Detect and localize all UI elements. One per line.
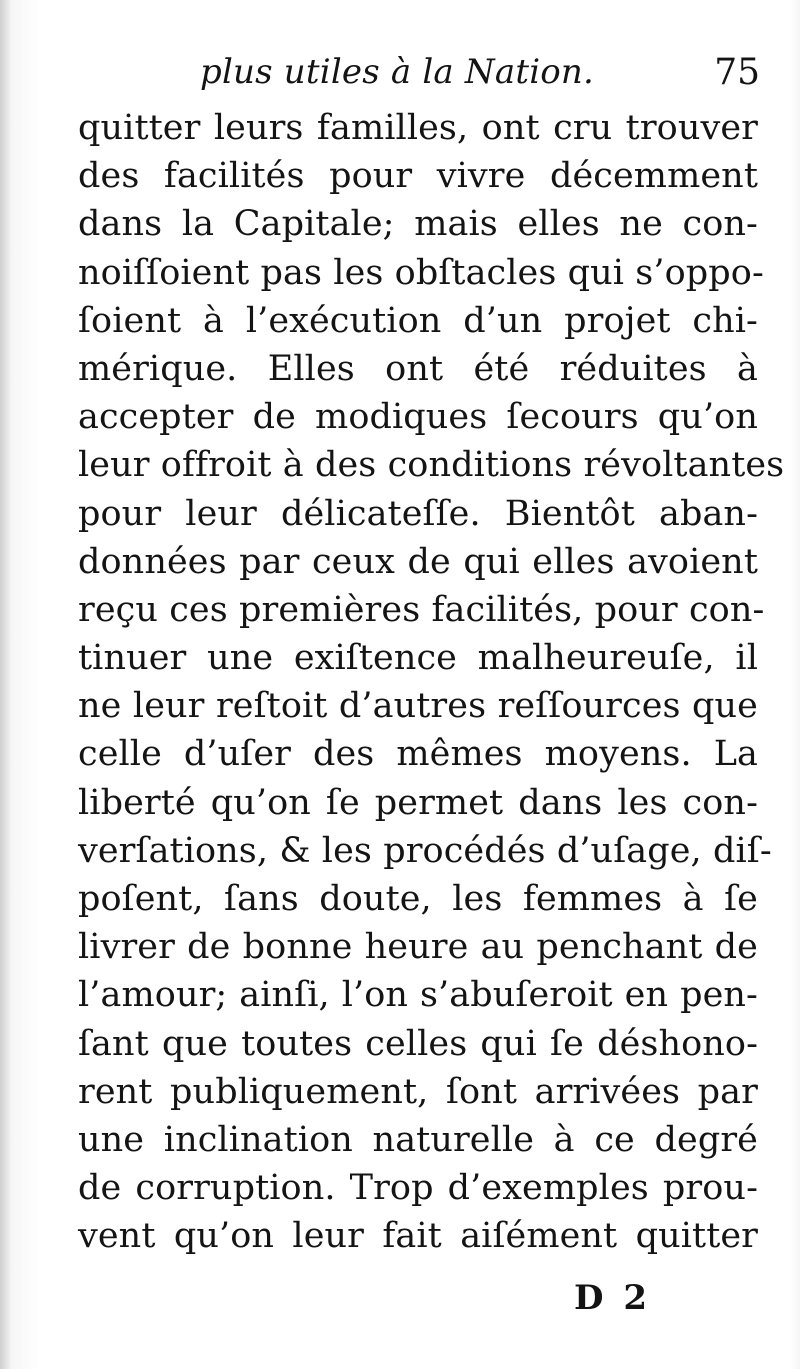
text-line: vent qu’on leur fait aiſément quitter: [78, 1216, 758, 1257]
text-line: de corruption. Trop d’exemples prou-: [78, 1168, 758, 1209]
text-line: mérique. Elles ont été réduites à: [78, 348, 758, 389]
page-gutter: [0, 0, 10, 1369]
text-line: ne leur reſtoit d’autres reſſources que: [78, 686, 758, 727]
text-line: des facilités pour vivre décemment: [78, 156, 758, 197]
signature-mark: D 2: [574, 1278, 651, 1318]
text-line: données par ceux de qui elles avoient: [78, 541, 758, 582]
text-line: reçu ces premières facilités, pour con-: [78, 589, 765, 630]
text-line: leur offroit à des conditions révoltantes: [78, 445, 785, 486]
text-line: dans la Capitale; mais elles ne con-: [78, 204, 758, 245]
page-number: 75: [714, 52, 760, 93]
text-line: une inclination naturelle à ce degré: [78, 1119, 758, 1160]
text-line: rent publiquement, ſont arrivées par: [78, 1071, 758, 1112]
page-header: [80, 52, 770, 98]
body-text: [78, 104, 785, 1261]
text-line: celle d’uſer des mêmes moyens. La: [78, 734, 758, 775]
text-line: verſations, & les procédés d’uſage, diſ-: [78, 830, 772, 871]
text-line: ſoient à l’exécution d’un projet chi-: [78, 300, 758, 341]
text-line: quitter leurs familles, ont cru trouver: [78, 108, 758, 148]
text-line: l’amour; ainſi, l’on s’abuſeroit en pen-: [78, 975, 758, 1016]
text-line: pour leur délicateſſe. Bientôt aban-: [78, 493, 758, 534]
text-line: ſant que toutes celles qui ſe déshono-: [78, 1023, 758, 1064]
text-line: noiſſoient pas les obſtacles qui s’oppo-: [78, 252, 764, 293]
text-line: liberté qu’on ſe permet dans les con-: [78, 782, 758, 823]
text-line: accepter de modiques ſecours qu’on: [78, 397, 758, 438]
running-head: plus utiles à la Nation.: [200, 52, 595, 92]
text-line: livrer de bonne heure au penchant de: [78, 927, 758, 968]
text-line: tinuer une exiſtence malheureuſe, il: [78, 638, 758, 679]
text-line: poſent, ſans doute, les femmes à ſe: [78, 879, 758, 919]
